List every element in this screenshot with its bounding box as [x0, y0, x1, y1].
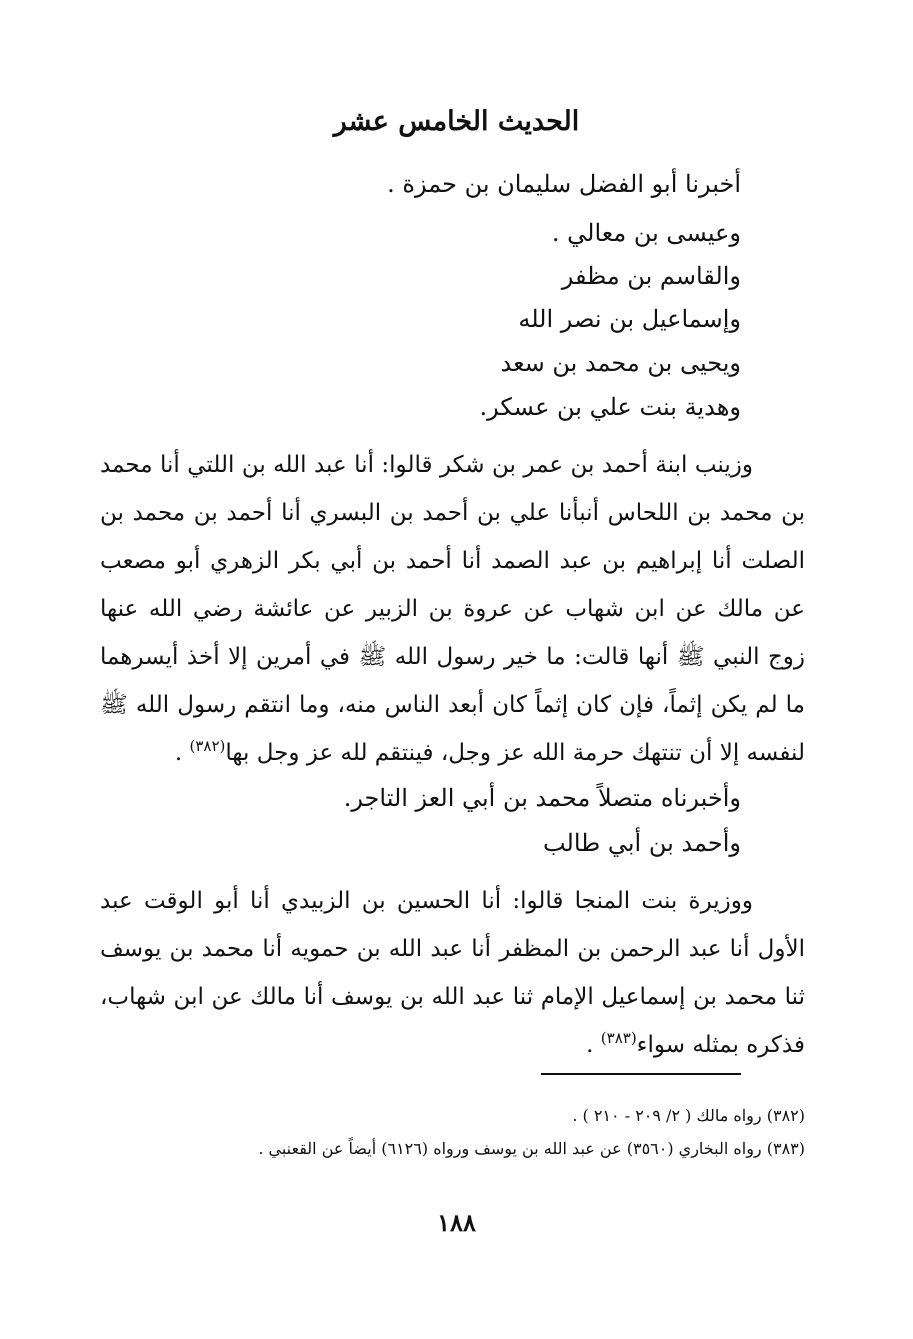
- paragraph-end: .: [174, 740, 190, 766]
- chain-line: وهدية بنت علي بن عسكر.: [479, 393, 741, 421]
- hadith-text: وزينب ابنة أحمد بن عمر بن شكر قالوا: أنا عبد الله بن اللتي أنا محمد بن محمد بن اللحاس أنبأنا علي بن أحمد بن البسري أنا أحمد بن محمد بن الصلت أنا إبراهيم بن عبد الصمد أنا أحمد بن أبي بكر الزهري أبو مصعب عن مالك عن ابن شهاب عن عروة بن الزبير عن عائشة رضي الله عنها زوج النبي ﷺ أنها قالت: ما خير رسول الله ﷺ في أمرين إلا أخذ أيسرهما ما لم يكن إثماً، فإن كان إثماً كان أبعد الناس منه، وما انتقم رسول الله ﷺ لنفسه إلا أن تنتهك حرمة الله عز وجل، فينتقم لله عز وجل بها: [100, 452, 805, 766]
- chain-line: ويحيى بن محمد بن سعد: [500, 349, 741, 377]
- hadith-title: الحديث الخامس عشر: [333, 106, 580, 137]
- chain-line: وأحمد بن أبي طالب: [542, 829, 741, 857]
- chain-line: والقاسم بن مظفر: [561, 262, 741, 290]
- chain-text: ووزيرة بنت المنجا قالوا: أنا الحسين بن الزبيدي أنا أبو الوقت عبد الأول أنا عبد الرحمن بن المظفر أنا عبد الله بن حمويه أنا محمد بن يوسف ثنا محمد بن إسماعيل الإمام ثنا عبد الله بن يوسف أنا مالك عن ابن شهاب، فذكره بمثله سواء: [100, 888, 805, 1058]
- chain-line: وعيسى بن معالي .: [551, 219, 741, 247]
- chain-line: وإسماعيل بن نصر الله: [518, 305, 741, 333]
- paragraph-end: .: [586, 1032, 601, 1058]
- hadith-paragraph: [100, 441, 805, 777]
- page-number: ١٨٨: [437, 1208, 476, 1237]
- chain-line: أخبرنا أبو الفضل سليمان بن حمزة .: [387, 170, 741, 198]
- chain-line: وأخبرناه متصلاً محمد بن أبي العز التاجر.: [343, 784, 741, 812]
- footnote: (٣٨٢) رواه مالك ( ٢/ ٢٠٩ - ٢١٠ ) .: [572, 1106, 805, 1125]
- chain-paragraph: [100, 877, 805, 1069]
- footnote-ref: (٣٨٣): [600, 1029, 637, 1047]
- footnote-divider: [541, 1073, 741, 1075]
- footnote-ref: (٣٨٢): [189, 737, 226, 755]
- footnote: (٣٨٣) رواه البخاري (٣٥٦٠) عن عبد الله بن يوسف ورواه (٦١٢٦) أيضاً عن القعنبي .: [258, 1139, 805, 1158]
